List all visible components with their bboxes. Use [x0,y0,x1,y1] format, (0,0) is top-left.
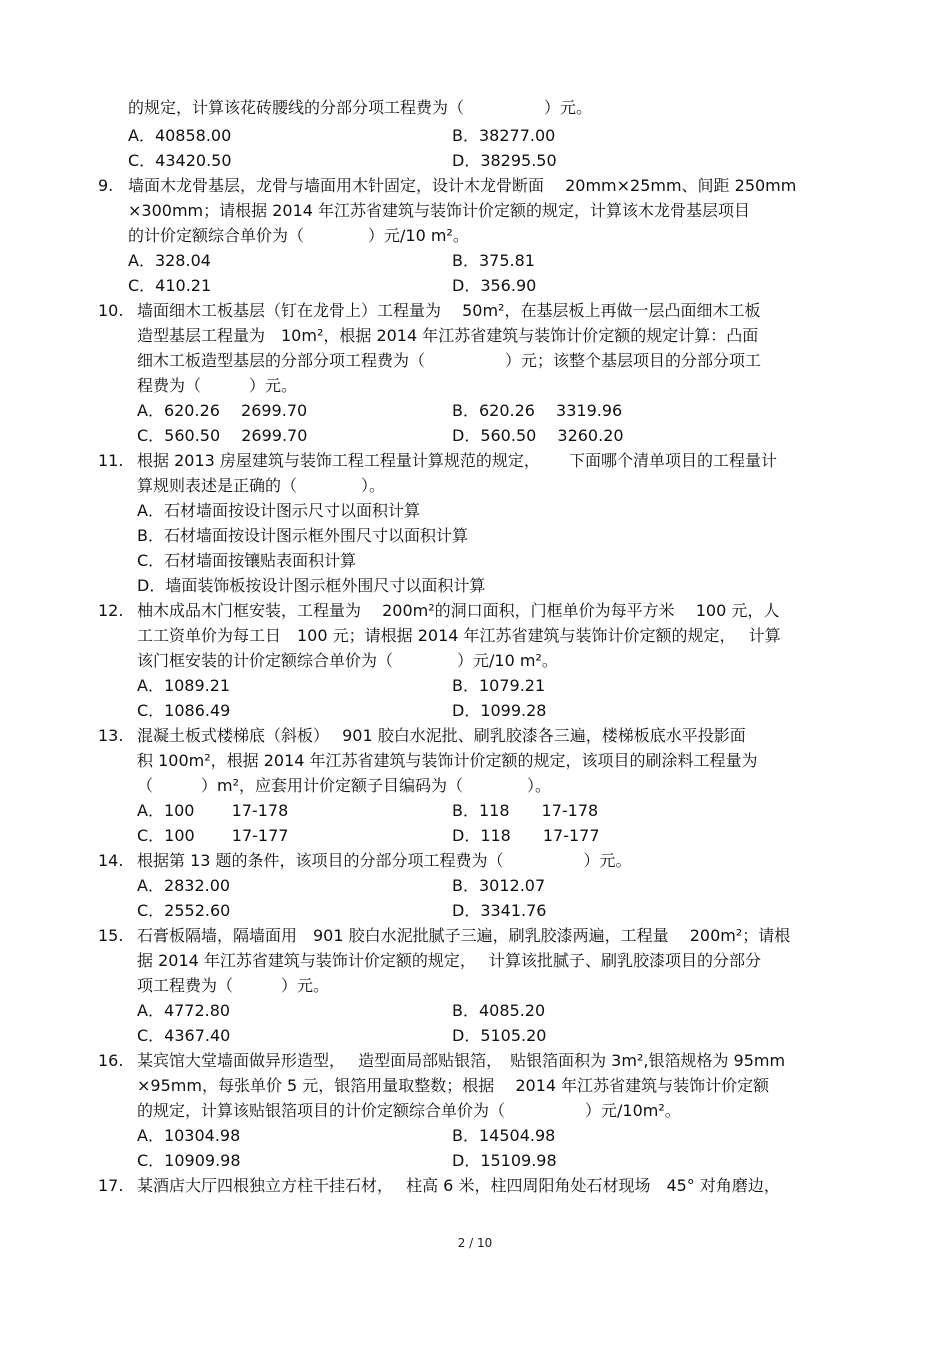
q16-option-d: D．15109.98 [452,1151,557,1170]
q10-option-b: B．620.26 3319.96 [452,401,623,420]
q9-option-a: A．328.04 [128,251,211,270]
q13-option-c: C．100 17-177 [137,826,289,845]
q8-option-a: A．40858.00 [128,126,232,145]
q9-text-line-1: 墙面木龙骨基层，龙骨与墙面用木针固定，设计木龙骨断面 20mm×25mm、间距 250mm [128,176,797,195]
q9-text-line-2: ×300mm；请根据 2014 年江苏省建筑与装饰计价定额的规定，计算该木龙骨基层项目 [128,201,751,220]
q14-text-line-1: 根据第 13 题的条件，该项目的分部分项工程费为（ ）元。 [137,851,632,870]
q14-number: 14. [98,851,124,870]
q9-number: 9. [98,176,114,195]
q14-option-b: B．3012.07 [452,876,546,895]
q11-option-c: C．石材墙面按镶贴表面积计算 [137,551,357,570]
q10-option-d: D．560.50 3260.20 [452,426,624,445]
q13-option-b: B．118 17-178 [452,801,599,820]
q12-number: 12. [98,601,124,620]
page-number: 2 / 10 [457,1236,493,1250]
q12-option-c: C．1086.49 [137,701,231,720]
q15-option-a: A．4772.80 [137,1001,231,1020]
q15-option-c: C．4367.40 [137,1026,231,1045]
q13-option-a: A．100 17-178 [137,801,289,820]
q11-text-line-1: 根据 2013 房屋建筑与装饰工程工程量计算规范的规定， 下面哪个清单项目的工程量计 [137,451,777,470]
q10-text-line-4: 程费为（ ）元。 [137,376,298,395]
q12-option-d: D．1099.28 [452,701,547,720]
q9-option-c: C．410.21 [128,276,212,295]
q15-text-line-1: 石膏板隔墙，隔墙面用 901 胶白水泥批腻子三遍，刷乳胶漆两遍，工程量 200m²；请根 [137,926,791,945]
q15-number: 15. [98,926,124,945]
q15-option-d: D．5105.20 [452,1026,547,1045]
q13-text-line-3: （ ）m²，应套用计价定额子目编码为（ ）。 [137,776,552,795]
q16-text-line-2: ×95mm，每张单价 5 元，银箔用量取整数；根据 2014 年江苏省建筑与装饰计价定额 [137,1076,770,1095]
q16-text-line-3: 的规定，计算该贴银箔项目的计价定额综合单价为（ ）元/10m²。 [137,1101,681,1120]
q10-option-c: C．560.50 2699.70 [137,426,308,445]
q15-option-b: B．4085.20 [452,1001,546,1020]
q12-text-line-1: 柚木成品木门框安装，工程量为 200m²的洞口面积，门框单价为每平方米 100 元，人 [137,601,780,620]
q11-option-d: D．墙面装饰板按设计图示框外围尺寸以面积计算 [137,576,486,595]
q16-text-line-1: 某宾馆大堂墙面做异形造型， 造型面局部贴银箔， 贴银箔面积为 3m²,银箔规格为 95mm [137,1051,786,1070]
q10-text-line-2: 造型基层工程量为 10m²，根据 2014 年江苏省建筑与装饰计价定额的规定计算：凸面 [137,326,759,345]
q16-option-a: A．10304.98 [137,1126,241,1145]
q10-number: 10. [98,301,124,320]
q10-text-line-3: 细木工板造型基层的分部分项工程费为（ ）元；该整个基层项目的分部分项工 [137,351,762,370]
q12-text-line-2: 工工资单价为每工日 100 元；请根据 2014 年江苏省建筑与装饰计价定额的规定， 计算 [137,626,781,645]
q11-text-line-2: 算规则表述是正确的（ ）。 [137,476,386,495]
q11-option-a: A．石材墙面按设计图示尺寸以面积计算 [137,501,420,520]
q13-text-line-2: 积 100m²，根据 2014 年江苏省建筑与装饰计价定额的规定，该项目的刷涂料工程量为 [137,751,758,770]
q10-option-a: A．620.26 2699.70 [137,401,308,420]
q16-number: 16. [98,1051,124,1070]
q13-text-line-1: 混凝土板式楼梯底（斜板） 901 胶白水泥批、刷乳胶漆各三遍，楼梯板底水平投影面 [137,726,746,745]
q14-option-d: D．3341.76 [452,901,547,920]
q8-text-line-1: 的规定，计算该花砖腰线的分部分项工程费为（ ）元。 [128,98,593,117]
q17-number: 17. [98,1176,124,1195]
q13-number: 13. [98,726,124,745]
q16-option-c: C．10909.98 [137,1151,241,1170]
q9-option-b: B．375.81 [452,251,535,270]
q16-option-b: B．14504.98 [452,1126,556,1145]
q14-option-c: C．2552.60 [137,901,231,920]
q9-text-line-3: 的计价定额综合单价为（ ）元/10 m²。 [128,226,469,245]
q12-option-a: A．1089.21 [137,676,231,695]
q12-text-line-3: 该门框安装的计价定额综合单价为（ ）元/10 m²。 [137,651,558,670]
q8-option-d: D．38295.50 [452,151,557,170]
q10-text-line-1: 墙面细木工板基层（钉在龙骨上）工程量为 50m²，在基层板上再做一层凸面细木工板 [137,301,761,320]
q15-text-line-3: 项工程费为（ ）元。 [137,976,330,995]
q11-option-b: B．石材墙面按设计图示框外围尺寸以面积计算 [137,526,468,545]
q15-text-line-2: 据 2014 年江苏省建筑与装饰计价定额的规定， 计算该批腻子、刷乳胶漆项目的分部分 [137,951,761,970]
q9-option-d: D．356.90 [452,276,537,295]
q11-number: 11. [98,451,124,470]
q14-option-a: A．2832.00 [137,876,231,895]
q12-option-b: B．1079.21 [452,676,546,695]
q8-option-b: B．38277.00 [452,126,556,145]
q13-option-d: D．118 17-177 [452,826,600,845]
q17-text-line-1: 某酒店大厅四根独立方柱干挂石材， 柱高 6 米，柱四周阳角处石材现场 45° 对角磨边， [137,1176,780,1195]
q8-option-c: C．43420.50 [128,151,232,170]
